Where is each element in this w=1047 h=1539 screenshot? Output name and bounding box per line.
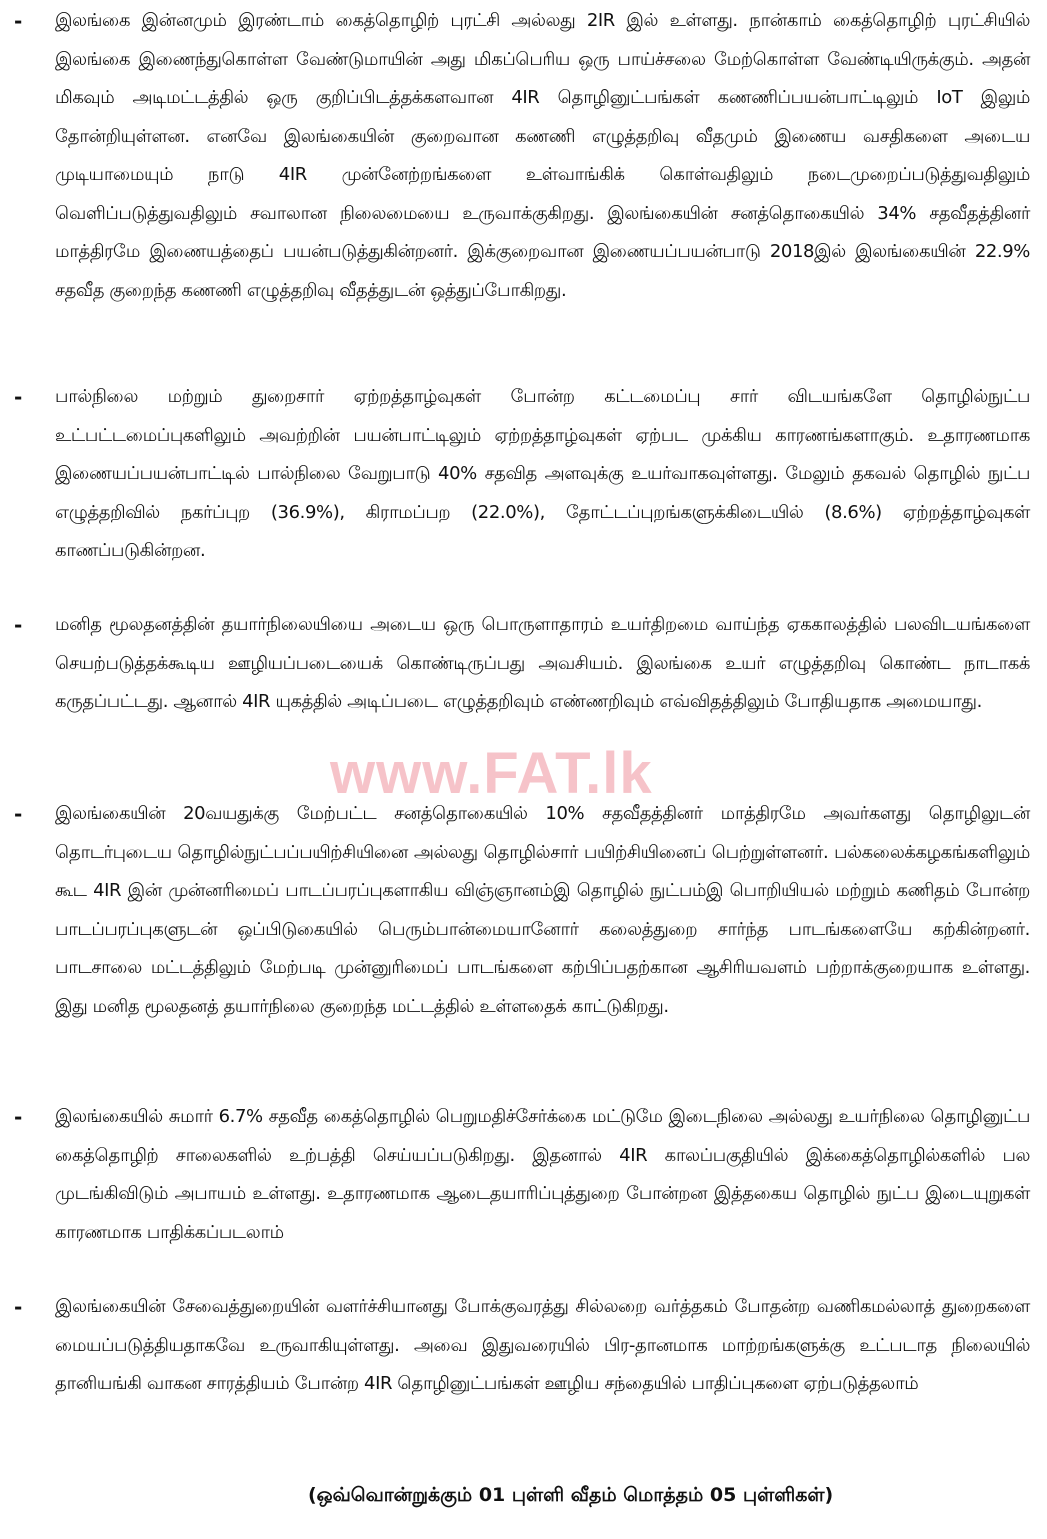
bullet-dash: - [14,613,23,637]
bullet-dash: - [14,802,23,826]
bullet-dash: - [14,1295,23,1319]
marks-note: (ஒவ்வொன்றுக்கும் 01 புள்ளி வீதம் மொத்தம் 05 புள்ளிகள்) [308,1484,834,1506]
paragraph-text: இலங்கை இன்னமும் இரண்டாம் கைத்தொழிற் புரட்சி அல்லது 2IR இல் உள்ளது. நான்காம் கைத்தொழிற் புரட்சியில் இலங்கை இணைந்துகொள்ள வேண்டுமாயின் அது மிகப்பெரிய ஒரு பாய்ச்சலை மேற்கொள்ள வேண்டியிருக்கும். அதன் மிகவும் அடிமட்டத்தில் ஒரு குறிப்பிடத்தக்களவான 4IR தொழினுட்பங்கள் கணணிப்பயன்பாட்டிலும் IoT இலும் தோன்றியுள்ளன. எனவே இலங்கையின் குறைவான கணணி எழுத்தறிவு வீதமும் இணைய வசதிகளை அடைய முடியாமையும் நாடு 4IR முன்னேற்றங்களை உள்வாங்கிக் கொள்வதிலும் நடைமுறைப்படுத்துவதிலும் வெளிப்படுத்துவதிலும் சவாலான நிலைமையை உருவாக்குகிறது. இலங்கையின் சனத்தொகையில் 34% சதவீதத்தினர் மாத்திரமே இணையத்தைப் பயன்படுத்துகின்றனர். இக்குறைவான இணையப்பயன்பாடு 2018இல் இலங்கையின் 22.9% சதவீத குறைந்த கணணி எழுத்தறிவு வீதத்துடன் ஒத்துப்போகிறது. [55,10,1030,301]
paragraph-text: பால்நிலை மற்றும் துறைசார் ஏற்றத்தாழ்வுகள் போன்ற கட்டமைப்பு சார் விடயங்களே தொழில்நுட்ப உட்பட்டமைப்புகளிலும் அவற்றின் பயன்பாட்டிலும் ஏற்றத்தாழ்வுகள் ஏற்பட முக்கிய காரணங்களாகும். உதாரணமாக இணையப்பயன்பாட்டில் பால்நிலை வேறுபாடு 40% சதவித அளவுக்கு உயர்வாகவுள்ளது. மேலும் தகவல் தொழில் நுட்ப எழுத்தறிவில் நகர்ப்புற (36.9%), கிராமப்பற (22.0%), தோட்டப்புறங்களுக்கிடையில் (8.6%) ஏற்றத்தாழ்வுகள் காணப்படுகின்றன. [55,386,1030,561]
bullet-dash: - [14,9,23,33]
paragraph-text: இலங்கையில் சுமார் 6.7% சதவீத கைத்தொழில் பெறுமதிச்சேர்க்கை மட்டுமே இடைநிலை அல்லது உயர்நிலை தொழினுட்ப கைத்தொழிற் சாலைகளில் உற்பத்தி செய்யப்படுகிறது. இதனால் 4IR காலப்பகுதியில் இக்கைத்தொழில்களில் பல முடங்கிவிடும் அபாயம் உள்ளது. உதாரணமாக ஆடைதயாரிப்புத்துறை போன்றன இத்தகைய தொழில் நுட்ப இடையுறுகள் காரணமாக பாதிக்கப்படலாம் [55,1106,1030,1243]
bullet-dash: - [14,385,23,409]
bullet-dash: - [14,1105,23,1129]
paragraph-text: மனித மூலதனத்தின் தயார்நிலையியை அடைய ஒரு பொருளாதாரம் உயர்திறமை வாய்ந்த ஏககாலத்தில் பலவிடயங்களை செயற்படுத்தக்கூடிய ஊழியப்படையைக் கொண்டிருப்பது அவசியம். இலங்கை உயர் எழுத்தறிவு கொண்ட நாடாகக் கருதப்பட்டது. ஆனால் 4IR யுகத்தில் அடிப்படை எழுத்தறிவும் எண்ணறிவும் எவ்விதத்திலும் போதியதாக அமையாது. [55,614,1030,712]
paragraph-text: இலங்கையின் 20வயதுக்கு மேற்பட்ட சனத்தொகையில் 10% சதவீதத்தினர் மாத்திரமே அவர்களது தொழிலுடன் தொடர்புடைய தொழில்நுட்பப்பயிற்சியினை அல்லது தொழில்சார் பயிற்சியினைப் பெற்றுள்ளனர். பல்கலைக்கழகங்களிலும் கூட 4IR இன் முன்னரிமைப் பாடப்பரப்புகளாகிய விஞ்ஞானம்இ தொழில் நுட்பம்இ பொறியியல் மற்றும் கணிதம் போன்ற பாடப்பரப்புகளுடன் ஒப்பிடுகையில் பெரும்பான்மையானோர் கலைத்துறை சார்ந்த பாடங்களையே கற்கின்றனர். பாடசாலை மட்டத்திலும் மேற்படி முன்னுரிமைப் பாடங்களை கற்பிப்பதற்கான ஆசிரியவளம் பற்றாக்குறையாக உள்ளது. இது மனித மூலதனத் தயார்நிலை குறைந்த மட்டத்தில் உள்ளதைக் காட்டுகிறது. [55,803,1030,1017]
paragraph-text: இலங்கையின் சேவைத்துறையின் வளர்ச்சியானது போக்குவரத்து சில்லறை வர்த்தகம் போதன்ற வணிகமல்லாத் துறைகளை மையப்படுத்தியதாகவே உருவாகியுள்ளது. அவை இதுவரையில் பிர-தானமாக மாற்றங்களுக்கு உட்படாத நிலையில் தானியங்கி வாகன சாரத்தியம் போன்ற 4IR தொழினுட்பங்கள் ஊழிய சந்தையில் பாதிப்புகளை ஏற்படுத்தலாம் [55,1296,1030,1394]
watermark: www.FAT.lk [330,741,653,806]
